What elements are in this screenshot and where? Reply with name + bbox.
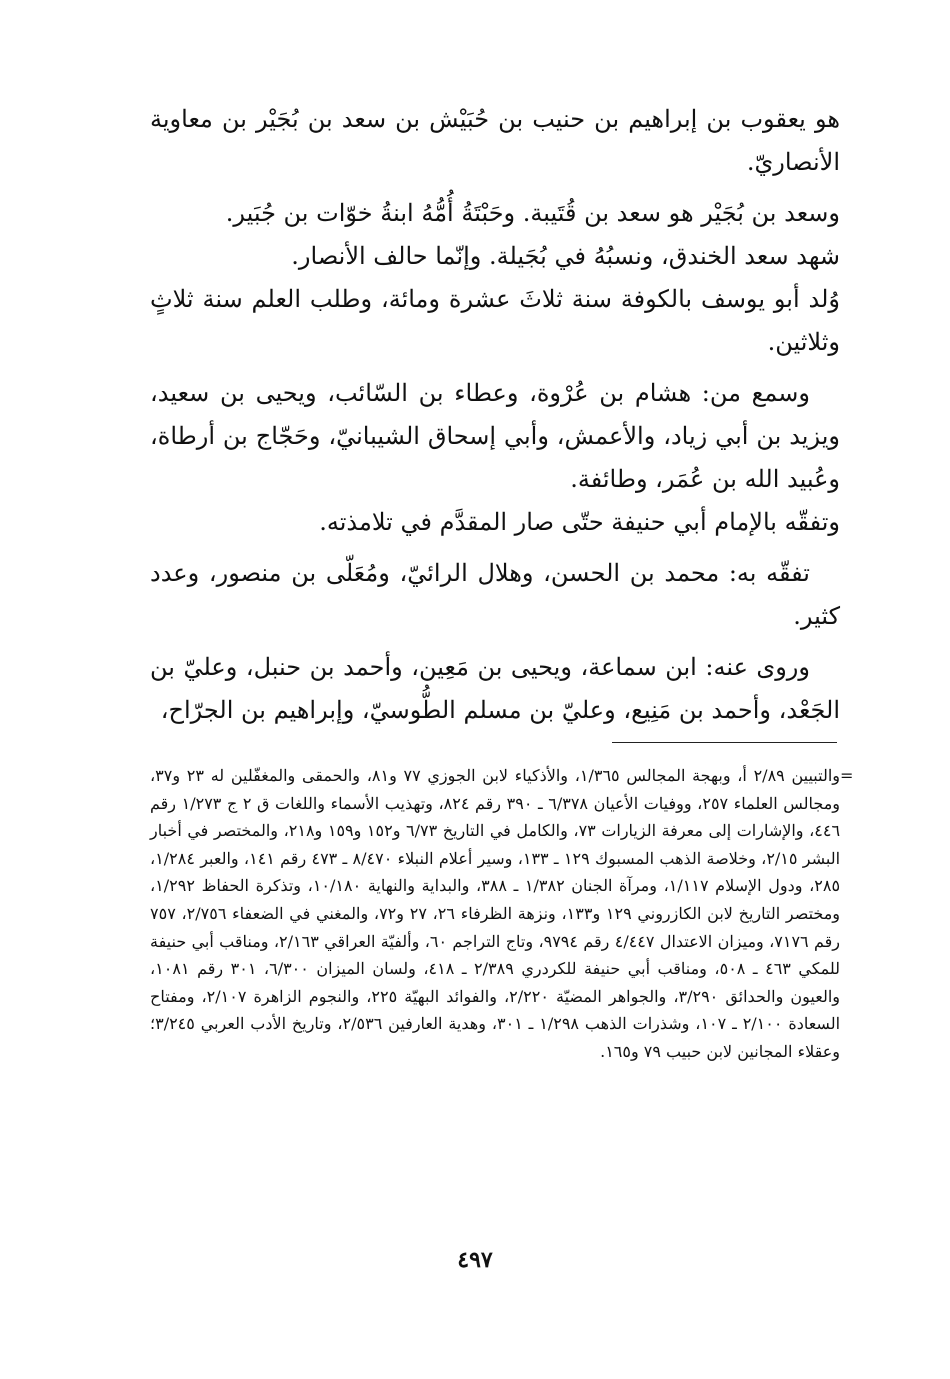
paragraph-saad: وسعد بن بُجَيْر هو سعد بن قُتَيبة. وحَبْتَةُ أُمُّهُ ابنةُ خوّات بن جُبَير.	[225, 199, 840, 227]
paragraph-khandaq: شهد سعد الخندق، ونسبُهُ في بُجَيلة. وإنّما حالف الأنصار.	[291, 242, 840, 270]
footnote-continuation-marker: =	[840, 766, 854, 785]
footnote-separator	[612, 742, 837, 743]
footnote	[150, 762, 840, 1066]
paragraph-students: تفقّه به: محمد بن الحسن، وهلال الرائيّ، ومُعَلّى بن منصور، وعدد كثير.	[150, 559, 840, 630]
paragraph-study: وتفقّه بالإمام أبي حنيفة حتّى صار المقدَّم في تلامذته.	[319, 508, 840, 536]
footnote-text: والتبيين ٢/٨٩ أ، وبهجة المجالس ١/٣٦٥، والأذكياء لابن الجوزي ٧٧ و٨١، والحمقى والمغفّلين له ٢٣ و٣٧، ومجالس العلماء ٢٥٧، ووفيات الأعيان ٦/٣٧٨ ـ ٣٩٠ رقم ٨٢٤، وتهذيب الأسماء واللغات ق ٢ ج ١/٢٧٣ رقم ٤٤٦، والإشارات إلى معرفة الزيارات ٧٣، والكامل في التاريخ ٦/٧٣ و١٥٢ و١٥٩ و٢١٨، والمختصر في أخبار البشر ٢/١٥، وخلاصة الذهب المسبوك ١٢٩ ـ ١٣٣، وسير أعلام النبلاء ٨/٤٧٠ ـ ٤٧٣ رقم ١٤١، والعبر ١/٢٨٤، ٢٨٥، ودول الإسلام ١/١١٧، ومرآة الجنان ١/٣٨٢ ـ ٣٨٨، والبداية والنهاية ١٠/١٨٠، وتذكرة الحفاظ ١/٢٩٢، ومختصر التاريخ لابن الكازروني ١٢٩ و١٣٣، ونزهة الظرفاء ٢٦، ٢٧ و٧٢، والمغني في الضعفاء ٢/٧٥٦، ٧٥٧ رقم ٧١٧٦، وميزان الاعتدال ٤/٤٤٧ رقم ٩٧٩٤، وتاج التراجم ٦٠، وألفيّة العراقي ٢/١٦٣، ومناقب أبي حنيفة للمكي ٤٦٣ ـ ٥٠٨، ومناقب أبي حنيفة للكردري ٢/٣٨٩ ـ ٤١٨، ولسان الميزان ٦/٣٠٠، ٣٠١ رقم ١٠٨١، والعيون والحدائق ٣/٢٩٠، والجواهر المضيّة ٢/٢٢٠، والفوائد البهيّة ٢٢٥، والنجوم الزاهرة ٢/١٠٧، ومفتاح السعادة ٢/١٠٠ ـ ١٠٧، وشذرات الذهب ١/٢٩٨ ـ ٣٠١، وهدية العارفين ٢/٥٣٦، وتاريخ الأدب العربي ٣/٢٤٥؛ وعقلاء المجانين لابن حبيب ٧٩ و١٦٥.	[150, 766, 841, 1061]
page-number: ٤٩٧	[457, 1247, 493, 1273]
paragraph-narrators: وروى عنه: ابن سماعة، ويحيى بن مَعِين، وأحمد بن حنبل، وعليّ بن الجَعْد، وأحمد بن مَنِيع، وعليّ بن مسلم الطُّوسيّ، وإبراهيم بن الجرّاح،	[150, 653, 840, 724]
paragraph-lineage: هو يعقوب بن إبراهيم بن حنيب بن حُبَيْش بن سعد بن بُجَيْر بن معاوية الأنصاريّ.	[150, 105, 840, 176]
main-text	[150, 98, 840, 732]
paragraph-birth: وُلد أبو يوسف بالكوفة سنة ثلاثَ عشرة ومائة، وطلب العلم سنة ثلاثٍ وثلاثين.	[150, 285, 840, 356]
paragraph-teachers: وسمع من: هشام بن عُرْوة، وعطاء بن السّائب، ويحيى بن سعيد، ويزيد بن أبي زياد، والأعمش، وأبي إسحاق الشيبانيّ، وحَجّاج بن أرطاة، وعُبيد الله بن عُمَر، وطائفة.	[150, 379, 840, 493]
